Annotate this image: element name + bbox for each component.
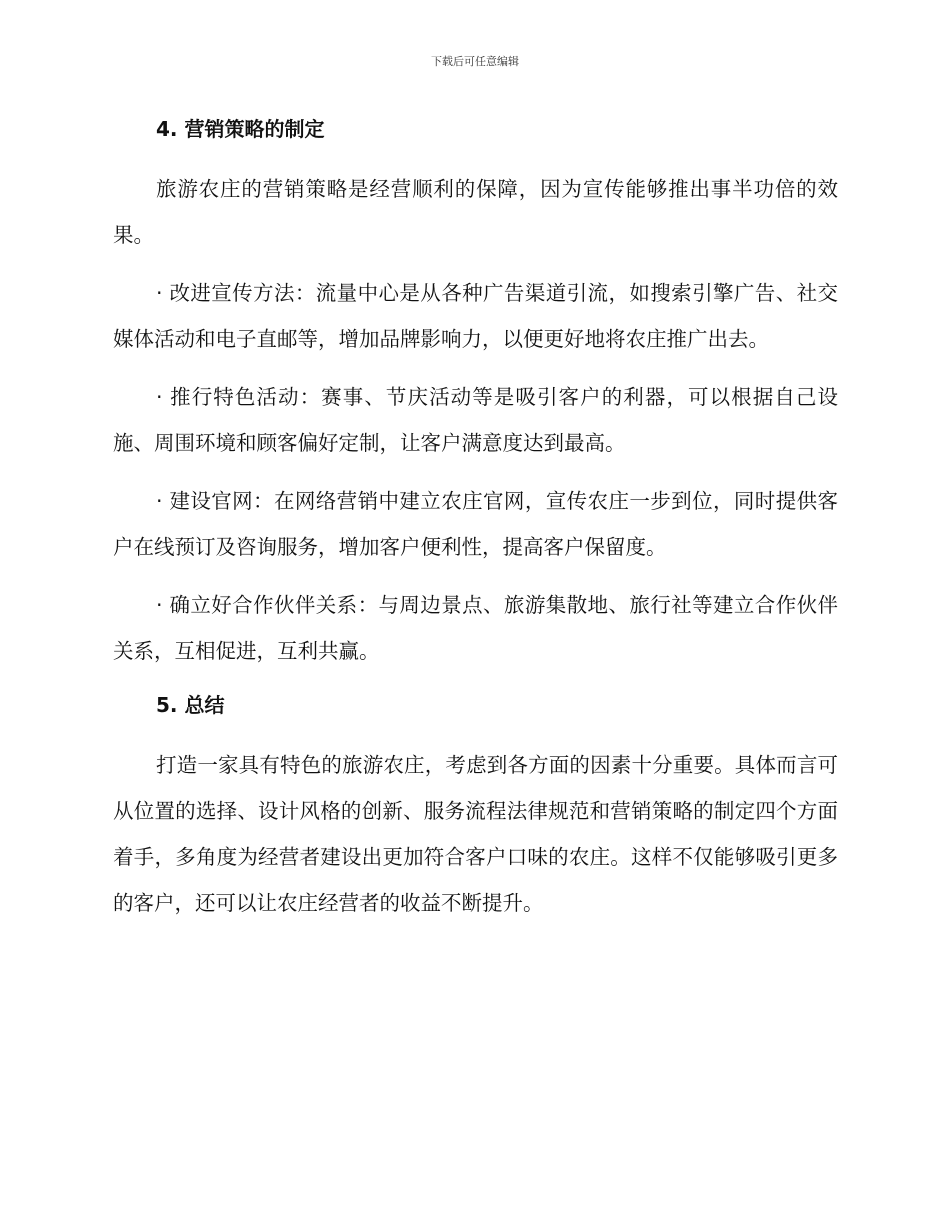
bullet-featured-activities: · 推行特色活动：赛事、节庆活动等是吸引客户的利器，可以根据自己设施、周围环境和顾客偏好定制，让客户满意度达到最高。 [113,385,838,455]
header-note: 下载后可任意编辑 [431,55,519,68]
paragraph-summary: 打造一家具有特色的旅游农庄，考虑到各方面的因素十分重要。具体而言可从位置的选择、设计风格的创新、服务流程法律规范和营销策略的制定四个方面着手，多角度为经营者建设出更加符合客户口味的农庄。这样不仅能够吸引更多的客户，还可以让农庄经营者的收益不断提升。 [113,753,838,915]
section-heading-summary: 5. 总结 [156,693,225,717]
document-body [113,112,838,938]
section-heading-marketing: 4. 营销策略的制定 [156,117,325,141]
paragraph-marketing-intro: 旅游农庄的营销策略是经营顺利的保障，因为宣传能够推出事半功倍的效果。 [113,177,838,247]
bullet-promotion-method: · 改进宣传方法：流量中心是从各种广告渠道引流，如搜索引擎广告、社交媒体活动和电子直邮等，增加品牌影响力，以便更好地将农庄推广出去。 [113,281,838,351]
bullet-official-website: · 建设官网：在网络营销中建立农庄官网，宣传农庄一步到位，同时提供客户在线预订及咨询服务，增加客户便利性，提高客户保留度。 [113,489,838,559]
bullet-partnerships: · 确立好合作伙伴关系：与周边景点、旅游集散地、旅行社等建立合作伙伴关系，互相促进，互利共赢。 [113,593,838,663]
